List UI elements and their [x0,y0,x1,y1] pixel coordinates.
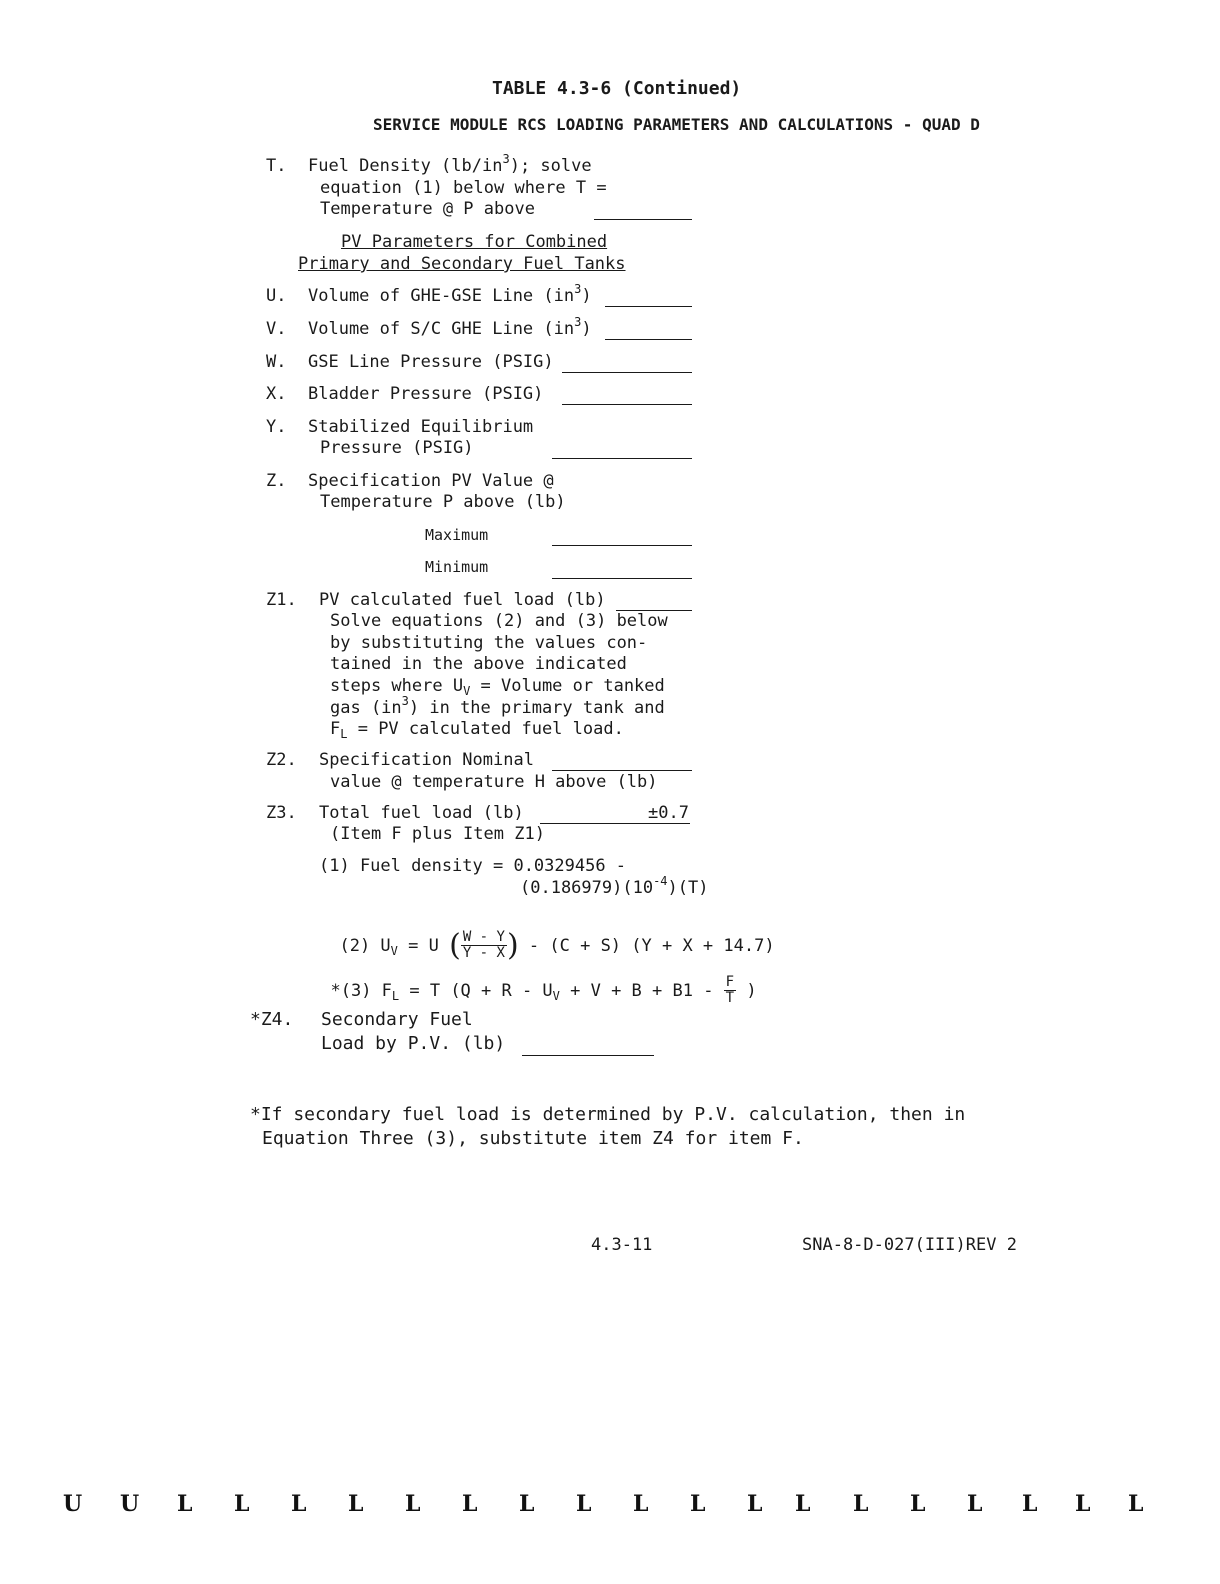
item-z-minimum-label: Minimum [425,558,489,576]
table-title: TABLE 4.3-6 (Continued) [492,78,742,99]
equation-3: *(3) $F_L = T$ ($Q + R - U_V + V + B + B1$ - $\frac{F}{T}$ ) [330,974,757,1007]
edge-mark: L [795,1491,811,1517]
edge-mark: L [291,1491,307,1517]
equation-1-line2: $(0.186979)(10^{-4})(T)$ [520,874,709,898]
footnote-line1: *If secondary fuel load is determined by P.V. calculation, then in [250,1104,966,1125]
item-z-line2: Temperature P above (lb) [320,492,566,512]
edge-mark: L [690,1491,706,1517]
item-z1-line5: steps where $U_V$ = Volume or tanked [330,676,665,698]
table-subtitle: SERVICE MODULE RCS LOADING PARAMETERS AND CALCULATIONS - QUAD D [373,115,980,134]
item-w-label: GSE Line Pressure (PSIG) [308,352,554,372]
item-w-blank[interactable] [562,372,692,373]
item-z2-line1: Specification Nominal [319,750,534,770]
item-v-letter: V. [266,319,287,339]
edge-mark: L [576,1491,592,1517]
item-z4-letter: *Z4. [250,1009,294,1030]
edge-mark: L [967,1491,983,1517]
item-z2-letter: Z2. [266,750,297,770]
item-u-letter: U. [266,286,287,306]
item-z3-letter: Z3. [266,803,297,823]
edge-mark: L [1075,1491,1091,1517]
section-heading-line2: Primary and Secondary Fuel Tanks [298,254,626,274]
edge-mark: L [519,1491,535,1517]
equation-1-line1: (1) Fuel density = 0.0329456 - [319,856,627,876]
edge-mark: L [910,1491,926,1517]
item-y-letter: Y. [266,417,287,437]
item-z1-line2: Solve equations (2) and (3) below [330,611,668,631]
document-id: SNA-8-D-027(III)REV 2 [802,1235,1017,1255]
item-t-line2: equation (1) below where T = [320,178,607,198]
item-w-letter: W. [266,352,287,372]
item-z-letter: Z. [266,471,287,491]
item-t-line1: Fuel Density $(lb/in^3)$; solve [308,152,592,176]
item-z1-line3: by substituting the values con- [330,633,648,653]
edge-mark: L [853,1491,869,1517]
item-z4-line2: Load by P.V. (lb) [321,1033,506,1054]
item-y-line2: Pressure (PSIG) [320,438,474,458]
section-heading-line1: PV Parameters for Combined [341,232,608,252]
item-z-line1: Specification PV Value @ [308,471,554,491]
item-x-blank[interactable] [562,404,692,405]
edge-mark: L [405,1491,421,1517]
item-z1-line4: tained in the above indicated [330,654,627,674]
item-z1-line1: PV calculated fuel load (lb) [319,590,606,610]
item-z2-blank[interactable] [552,770,692,771]
item-z1-letter: Z1. [266,590,297,610]
page-number: 4.3-11 [591,1235,653,1255]
edge-mark: L [462,1491,478,1517]
edge-mark: L [234,1491,250,1517]
item-z-maximum-label: Maximum [425,526,489,544]
item-z1-line6: gas $(in^3)$ in the primary tank and [330,694,665,718]
item-v-blank[interactable] [605,339,692,340]
item-z4-line1: Secondary Fuel [321,1009,473,1030]
edge-mark: U [120,1491,140,1517]
item-z-minimum-blank[interactable] [552,578,692,579]
item-z-maximum-blank[interactable] [552,545,692,546]
item-z2-line2: value @ temperature H above (lb) [330,772,658,792]
item-t-line3: Temperature @ P above [320,199,535,219]
edge-mark: L [177,1491,193,1517]
item-y-line1: Stabilized Equilibrium [308,417,534,437]
footnote-line2: Equation Three (3), substitute item Z4 for item F. [262,1128,804,1149]
edge-mark: U [63,1491,83,1517]
item-z1-line7: $F_L$ = PV calculated fuel load. [330,719,624,741]
item-t-blank[interactable] [594,219,692,220]
edge-mark: L [1128,1491,1144,1517]
item-v-label: Volume of S/C GHE Line $(in^3)$ [308,315,592,339]
item-y-blank[interactable] [552,458,692,459]
edge-mark: L [1022,1491,1038,1517]
item-z4-blank[interactable] [522,1055,654,1056]
item-x-letter: X. [266,384,287,404]
item-z3-blank[interactable] [540,823,690,824]
equation-2: (2) $U_V = U$ ( $\frac{W - Y}{Y - X}$ ) - (C + S) (Y + X + 14.7) [339,927,775,963]
edge-mark: L [348,1491,364,1517]
edge-mark: L [633,1491,649,1517]
item-u-blank[interactable] [605,306,692,307]
item-x-label: Bladder Pressure (PSIG) [308,384,544,404]
edge-mark: L [747,1491,763,1517]
item-z3-tolerance: ±0.7 [648,803,689,823]
item-t-letter: T. [266,156,287,176]
item-z3-line1: Total fuel load (lb) [319,803,524,823]
item-u-label: Volume of GHE-GSE Line $(in^3)$ [308,282,592,306]
item-z3-line2: (Item F plus Item Z1) [330,824,545,844]
